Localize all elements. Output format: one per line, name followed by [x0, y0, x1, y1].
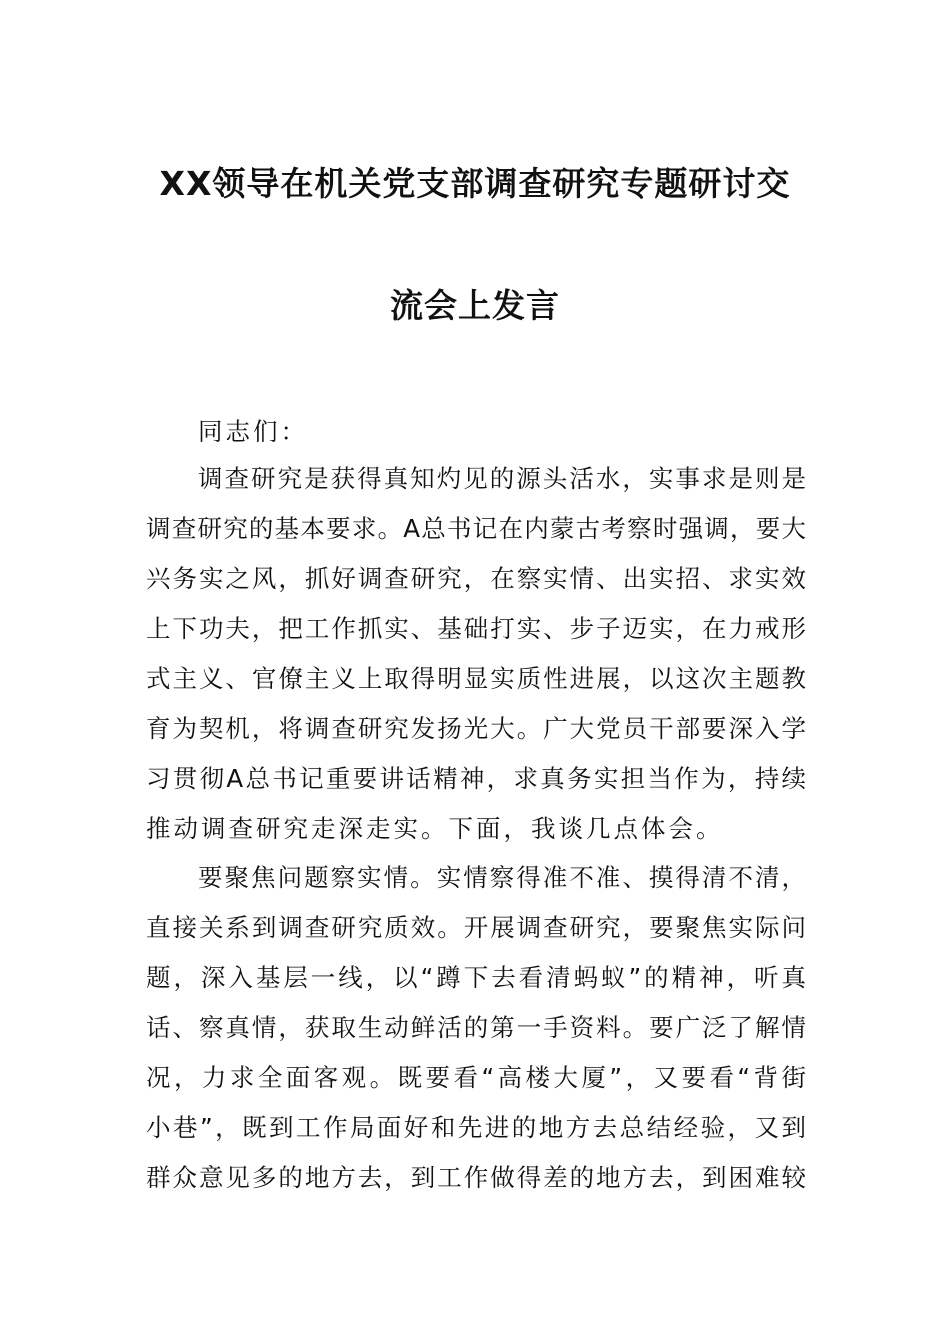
paragraph-line: 话、察真情，获取生动鲜活的第一手资料。要广泛了解情	[146, 1013, 806, 1042]
paragraph-line: 要聚焦问题察实情。实情察得准不准、摸得清不清，	[198, 863, 806, 892]
paragraph-line: 育为契机，将调查研究发扬光大。广大党员干部要深入学	[146, 714, 806, 743]
document-title-line-1: XX领导在机关党支部调查研究专题研讨交	[159, 164, 791, 203]
paragraph-line: 上下功夫，把工作抓实、基础打实、步子迈实，在力戒形	[146, 614, 806, 643]
paragraph-line: 习贯彻A总书记重要讲话精神，求真务实担当作为，持续	[146, 764, 806, 793]
paragraph-line: 推动调查研究走深走实。下面，我谈几点体会。	[146, 814, 724, 843]
paragraph-line: 群众意见多的地方去，到工作做得差的地方去，到困难较	[146, 1163, 806, 1192]
paragraph-line: 题，深入基层一线，以“蹲下去看清蚂蚁”的精神，听真	[146, 963, 806, 992]
paragraph-line: 直接关系到调查研究质效。开展调查研究，要聚焦实际问	[146, 913, 806, 942]
paragraph-line: 调查研究是获得真知灼见的源头活水，实事求是则是	[198, 464, 806, 493]
paragraph-line: 调查研究的基本要求。A总书记在内蒙古考察时强调，要大	[146, 514, 806, 543]
paragraph-line: 式主义、官僚主义上取得明显实质性进展，以这次主题教	[146, 664, 806, 693]
paragraph-line: 兴务实之风，抓好调查研究，在察实情、出实招、求实效	[146, 564, 806, 593]
document-title-line-2: 流会上发言	[390, 286, 560, 325]
salutation: 同志们：	[198, 417, 308, 446]
paragraph-line: 况，力求全面客观。既要看“高楼大厦”，又要看“背街	[146, 1063, 806, 1092]
paragraph-line: 小巷”，既到工作局面好和先进的地方去总结经验，又到	[146, 1113, 806, 1142]
